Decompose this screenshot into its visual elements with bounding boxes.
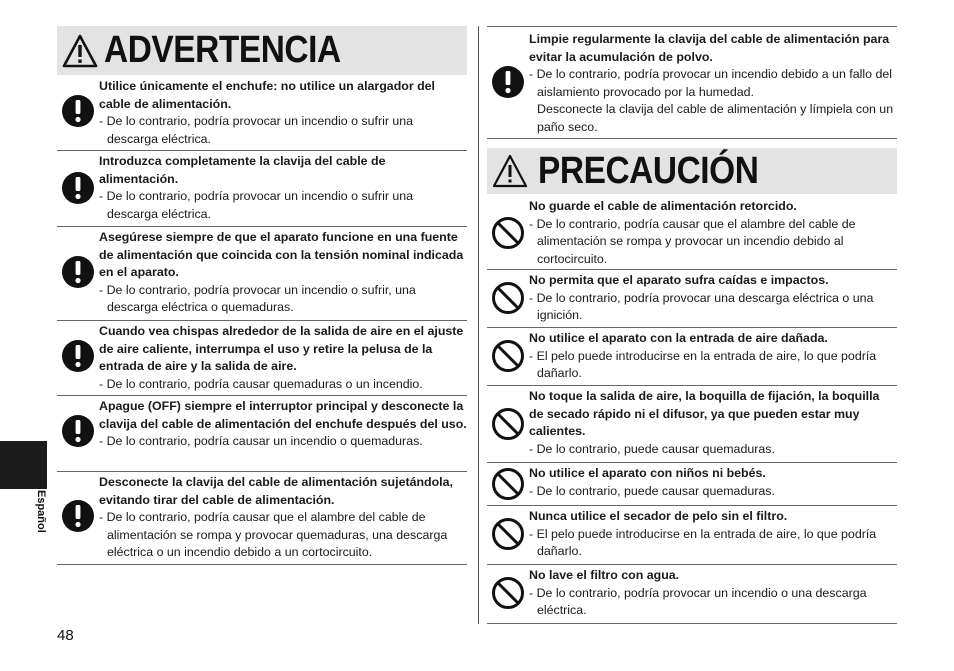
item-text — [99, 153, 467, 223]
prohibition-icon — [491, 281, 525, 315]
caution-heading — [487, 148, 897, 194]
caution-title: PRECAUCIÓN — [538, 149, 759, 192]
caution-item — [487, 328, 897, 386]
item-title: Apague (OFF) siempre el interruptor principal y desconecte la clavija del cable de alimentación del enchufe después del uso. — [99, 399, 467, 431]
warning-triangle-icon — [62, 34, 98, 68]
caution-item — [487, 270, 897, 328]
caution-item — [487, 463, 897, 506]
mandatory-action-icon — [61, 171, 95, 205]
item-detail: - De lo contrario, podría provocar una descarga eléctrica o una ignición. — [529, 290, 874, 323]
item-detail: - De lo contrario, puede causar quemaduras. — [529, 483, 775, 498]
item-title: No lave el filtro con agua. — [529, 568, 680, 582]
item-detail: - De lo contrario, podría causar un incendio o quemaduras. — [99, 434, 423, 449]
page-number: 48 — [57, 627, 74, 644]
item-text — [99, 323, 467, 393]
warning-heading — [57, 26, 467, 75]
item-title: No utilice el aparato con niños ni bebés. — [529, 466, 766, 480]
item-title: No utilice el aparato con la entrada de aire dañada. — [529, 331, 828, 345]
item-text — [529, 508, 897, 561]
language-label: Español — [35, 490, 47, 533]
item-title: No toque la salida de aire, la boquilla de fijación, la boquilla de secado rápido ni el difusor, ya que pueden estar muy calientes. — [529, 389, 880, 439]
item-text — [529, 567, 897, 620]
item-title: No guarde el cable de alimentación retorcido. — [529, 199, 797, 213]
item-title: Asegúrese siempre de que el aparato funcione en una fuente de alimentación que coincida con la tensión nominal indicada en el aparato. — [99, 230, 464, 280]
item-title: No permita que el aparato sufra caídas e impactos. — [529, 273, 829, 287]
item-text — [529, 465, 897, 500]
mandatory-action-icon — [61, 94, 95, 128]
warning-item — [57, 227, 467, 321]
item-title: Limpie regularmente la clavija del cable de alimentación para evitar la acumulación de polvo. — [529, 32, 890, 64]
warning-item-continued — [487, 26, 897, 139]
item-text — [529, 198, 897, 268]
prohibition-icon — [491, 467, 525, 501]
item-text — [99, 78, 467, 148]
item-detail: - De lo contrario, podría provocar un incendio o sufrir, una descarga eléctrica o quemaduras. — [99, 282, 416, 315]
item-text — [529, 330, 897, 383]
item-detail: - De lo contrario, podría provocar un incendio o una descarga eléctrica. — [529, 585, 867, 618]
language-tab — [0, 441, 47, 489]
item-title: Cuando vea chispas alrededor de la salida de aire en el ajuste de aire caliente, interrumpa el uso y retire la pelusa de la entrada de aire y la salida de aire. — [99, 324, 464, 374]
item-detail: - De lo contrario, puede causar quemaduras. — [529, 441, 775, 456]
mandatory-action-icon — [61, 255, 95, 289]
item-title: Utilice únicamente el enchufe: no utilice un alargador del cable de alimentación. — [99, 79, 435, 111]
item-text — [529, 31, 897, 137]
caution-item — [487, 506, 897, 565]
item-extra: Desconecte la clavija del cable de alimentación y límpiela con un paño seco. — [537, 102, 894, 134]
item-detail: - De lo contrario, podría provocar un incendio o sufrir una descarga eléctrica. — [99, 189, 414, 221]
prohibition-icon — [491, 407, 525, 441]
mandatory-action-icon — [61, 499, 95, 533]
item-detail: - El pelo puede introducirse en la entrada de aire, lo que podría dañarlo. — [529, 348, 877, 381]
item-text — [529, 388, 897, 458]
item-detail: - De lo contrario, podría causar que el alambre del cable de alimentación se rompa y provocar quemaduras, una descarga eléctrica o un incendio debido a un cortocircuito. — [99, 510, 448, 560]
item-text — [99, 229, 467, 317]
mandatory-action-icon — [61, 339, 95, 373]
item-detail: - De lo contrario, podría causar que el alambre del cable de alimentación se rompa y provocar un incendio debido al cortocircuito. — [529, 216, 856, 266]
caution-triangle-icon — [492, 154, 528, 188]
prohibition-icon — [491, 216, 525, 250]
item-detail: - De lo contrario, podría provocar un incendio debido a un fallo del aislamiento provocado por la humedad. — [529, 67, 892, 99]
item-title: Introduzca completamente la clavija del cable de alimentación. — [99, 154, 386, 186]
mandatory-action-icon — [61, 414, 95, 448]
item-text — [529, 272, 897, 325]
item-title: Desconecte la clavija del cable de alimentación sujetándola, evitando tirar del cable de alimentación. — [99, 475, 453, 507]
item-text — [99, 398, 467, 451]
warning-item — [57, 321, 467, 396]
prohibition-icon — [491, 517, 525, 551]
warning-item — [57, 396, 467, 472]
item-detail: - De lo contrario, podría causar quemaduras o un incendio. — [99, 376, 423, 391]
mandatory-action-icon — [491, 65, 525, 99]
prohibition-icon — [491, 576, 525, 610]
item-text — [99, 474, 467, 562]
caution-item — [487, 386, 897, 463]
caution-item — [487, 196, 897, 270]
item-detail: - De lo contrario, podría provocar un incendio o sufrir una descarga eléctrica. — [99, 114, 414, 146]
warning-title: ADVERTENCIA — [104, 29, 341, 71]
warning-item — [57, 472, 467, 565]
item-title: Nunca utilice el secador de pelo sin el filtro. — [529, 509, 788, 523]
warning-item — [57, 151, 467, 227]
item-detail: - El pelo puede introducirse en la entrada de aire, lo que podría dañarlo. — [529, 526, 877, 559]
warning-item — [57, 76, 467, 151]
caution-item — [487, 565, 897, 624]
column-divider — [478, 26, 479, 624]
prohibition-icon — [491, 339, 525, 373]
